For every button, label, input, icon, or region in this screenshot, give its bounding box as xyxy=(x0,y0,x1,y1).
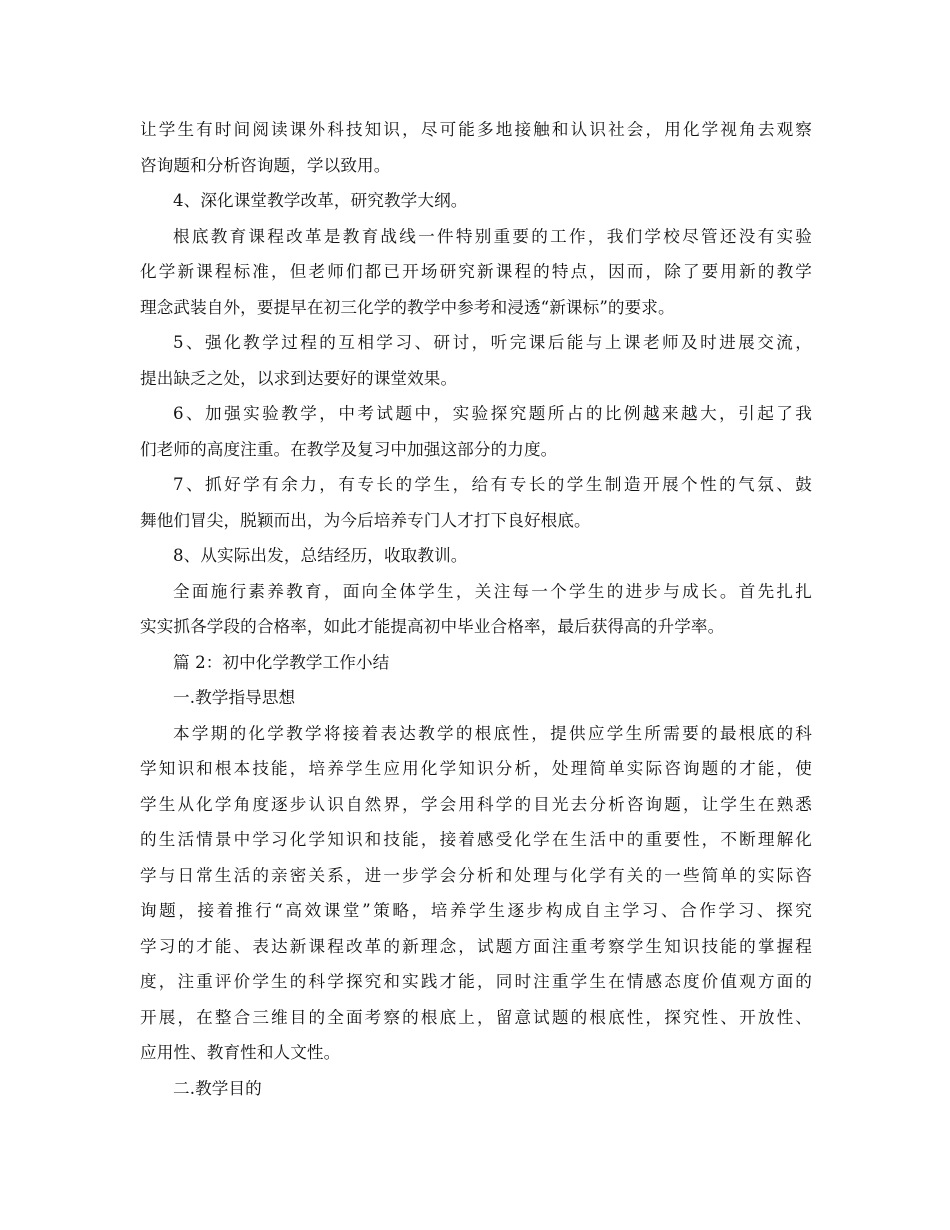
text-line: 应用性、教育性和人文性。 xyxy=(140,1043,341,1062)
text-line: 7、抓好学有余力，有专长的学生，给有专长的学生制造开展个性的气氛、鼓 xyxy=(173,475,812,494)
text-line: 学生从化学角度逐步认识自然界，学会用科学的目光去分析咨询题，让学生在熟悉 xyxy=(140,794,812,814)
text-line: 化学新课程标准，但老师们都已开场研究新课程的特点，因而，除了要用新的教学 xyxy=(140,262,812,281)
text-line: 咨询题和分析咨询题，学以致用。 xyxy=(140,155,391,175)
text-line: 4、深化课堂教学改革，研究教学大纲。 xyxy=(173,191,468,210)
text-line: 篇 2：初中化学教学工作小结 xyxy=(173,652,390,672)
text-line: 开展，在整合三维目的全面考察的根底上，留意试题的根底性，探究性、开放性、 xyxy=(140,1007,812,1027)
document-body xyxy=(140,112,812,1106)
text-line: 学习的才能、表达新课程改革的新理念，试题方面注重考察学生知识技能的掌握程 xyxy=(140,936,812,956)
text-line: 理念武装自外，要提早在初三化学的教学中参考和浸透“新课标”的要求。 xyxy=(140,297,675,317)
text-line: 本学期的化学教学将接着表达教学的根底性，提供应学生所需要的最根底的科 xyxy=(173,723,812,743)
text-line: 让学生有时间阅读课外科技知识，尽可能多地接触和认识社会，用化学视角去观察 xyxy=(140,120,812,139)
text-line: 实实抓各学段的合格率，如此才能提高初中毕业合格率，最后获得高的升学率。 xyxy=(140,617,725,636)
text-line: 二.教学目的 xyxy=(173,1078,262,1098)
text-line: 的生活情景中学习化学知识和技能，接着感受化学在生活中的重要性，不断理解化 xyxy=(140,830,812,849)
text-line: 根底教育课程改革是教育战线一件特别重要的工作，我们学校尽管还没有实验 xyxy=(173,226,812,246)
text-line: 舞他们冒尖，脱颖而出，为今后培养专门人才打下良好根底。 xyxy=(140,510,591,530)
text-line: 一.教学指导思想 xyxy=(173,688,296,707)
text-line: 全面施行素养教育，面向全体学生，关注每一个学生的进步与成长。首先扎扎 xyxy=(173,581,812,601)
text-line: 学知识和根本技能，培养学生应用化学知识分析，处理简单实际咨询题的才能，使 xyxy=(140,759,812,778)
text-line: 8、从实际出发，总结经历，收取教训。 xyxy=(173,546,468,565)
text-line: 提出缺乏之处，以求到达要好的课堂效果。 xyxy=(140,368,458,388)
text-line: 5、强化教学过程的互相学习、研讨，听完课后能与上课老师及时进展交流， xyxy=(173,333,812,352)
text-line: 学与日常生活的亲密关系，进一步学会分析和处理与化学有关的一些简单的实际咨 xyxy=(140,865,812,885)
text-line: 询题，接着推行“高效课堂”策略，培养学生逐步构成自主学习、合作学习、探究 xyxy=(140,901,812,920)
text-line: 度，注重评价学生的科学探究和实践才能，同时注重学生在情感态度价值观方面的 xyxy=(140,972,812,991)
text-line: 们老师的高度注重。在教学及复习中加强这部分的力度。 xyxy=(140,439,558,459)
text-line: 6、加强实验教学，中考试题中，实验探究题所占的比例越来越大，引起了我 xyxy=(173,404,812,423)
